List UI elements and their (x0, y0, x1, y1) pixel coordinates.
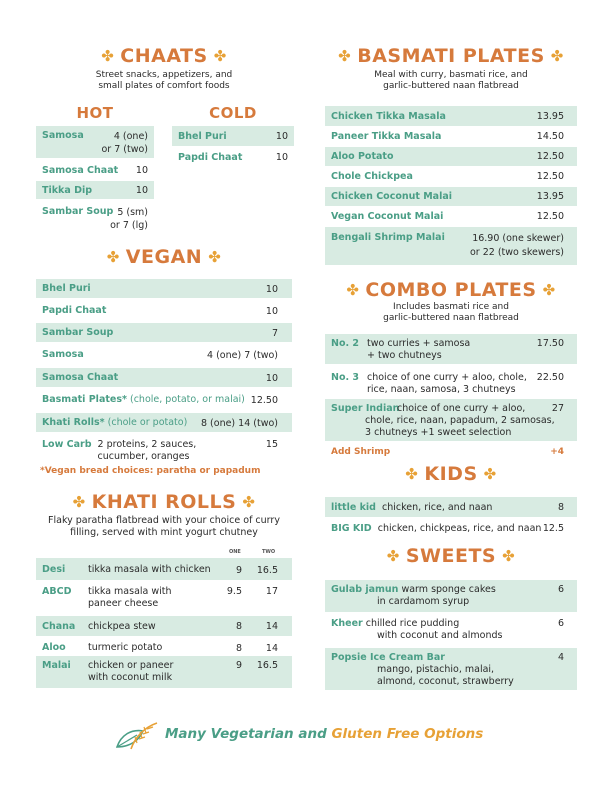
item-price: 4 (one) or 7 (two) (101, 131, 148, 155)
table-row[interactable]: Malai chicken or paneer with coconut milk (36, 656, 292, 688)
item-price-two: 14 (265, 621, 278, 632)
list-item[interactable]: Sambar Soup (42, 206, 114, 217)
ornament-icon: ✤ (550, 47, 564, 65)
hot-heading: HOT (76, 104, 114, 122)
ornament-icon: ✤ (208, 248, 222, 266)
list-item[interactable]: Tikka Dip (36, 181, 154, 199)
item-price: 15 (265, 439, 278, 450)
item-price: 10 (265, 306, 278, 317)
table-row[interactable]: Desi tikka masala with chicken (36, 558, 292, 580)
item-price: 16.90 (one skewer) or 22 (two skewers) (469, 233, 564, 258)
ornament-icon: ✤ (106, 248, 120, 266)
item-price: 7 (271, 328, 278, 339)
list-item[interactable]: Aloo Potato (325, 147, 577, 166)
leaf-icon (113, 717, 161, 753)
khati-subtitle: Flaky paratha flatbread with your choice of curry filling, served with mint yogurt chutney (48, 515, 280, 538)
chaats-subtitle: Street snacks, appetizers, and small plates of comfort foods (95, 70, 233, 91)
add-shrimp-price: +4 (550, 447, 564, 457)
list-item[interactable]: Chicken Coconut Malai (325, 187, 577, 206)
ornament-icon: ✤ (542, 281, 556, 299)
item-price: 17.50 (536, 338, 564, 349)
item-price: 13.95 (536, 111, 564, 122)
item-price: 10 (135, 165, 148, 176)
item-price: 12.5 (542, 523, 564, 534)
item-price: 6 (557, 618, 564, 629)
ornament-icon: ✤ (386, 547, 400, 565)
item-price-one: 8 (235, 643, 242, 654)
item-price-one: 9 (235, 660, 242, 671)
combo-subtitle: Includes basmati rice and garlic-buttered naan flatbread (383, 302, 519, 323)
list-item[interactable]: Samosa (36, 126, 154, 158)
list-item[interactable]: Basmati Plates* (chole, potato, or malai) (42, 394, 245, 405)
item-price: 4 (557, 652, 564, 663)
cold-heading: COLD (209, 104, 257, 122)
col-label-one: ONE (229, 549, 241, 555)
ornament-icon: ✤ (72, 493, 86, 511)
list-item[interactable]: Bhel Puri (36, 279, 292, 298)
list-item[interactable]: Sambar Soup (36, 323, 292, 342)
footer-tagline: Many Vegetarian and Gluten Free Options (165, 726, 484, 742)
list-item[interactable]: Low Carb 2 proteins, 2 sauces, cucumber, oranges (42, 439, 197, 462)
item-price: 10 (275, 152, 288, 163)
item-price: 12.50 (536, 171, 564, 182)
col-label-two: TWO (262, 549, 276, 555)
ornament-icon: ✤ (242, 493, 256, 511)
list-item[interactable]: BIG KID chicken, chickpeas, rice, and naan (331, 523, 542, 534)
combo-title: ✤ COMBO PLATES ✤ (346, 279, 556, 301)
item-price: 14.50 (536, 131, 564, 142)
item-price-two: 17 (265, 586, 278, 597)
item-price: 12.50 (250, 395, 278, 406)
list-item[interactable]: Kheer chilled rice pudding with coconut and almonds (331, 618, 503, 641)
item-price: 8 (one) 14 (two) (200, 418, 278, 429)
item-price: 12.50 (536, 151, 564, 162)
list-item[interactable]: Paneer Tikka Masala (331, 131, 442, 142)
item-price: 10 (135, 185, 148, 196)
list-item[interactable]: Super Indian choice of one curry + aloo, chole, rice, naan, papadum, 2 samosas, 3 chutneys +1 sweet selection (325, 399, 577, 441)
vegan-note: *Vegan bread choices: paratha or papadum (40, 466, 261, 476)
ornament-icon: ✤ (346, 281, 360, 299)
item-price-two: 14 (265, 643, 278, 654)
chaats-title: ✤ CHAATS ✤ (101, 45, 227, 67)
item-price: 6 (557, 584, 564, 595)
item-price: 10 (275, 131, 288, 142)
ornament-icon: ✤ (338, 47, 352, 65)
item-price: 4 (one) 7 (two) (207, 350, 278, 361)
item-price: 12.50 (536, 211, 564, 222)
kids-title: ✤ KIDS ✤ (405, 463, 497, 485)
list-item[interactable]: little kid chicken, rice, and naan (325, 497, 577, 517)
item-price-one: 9.5 (226, 586, 242, 597)
basmati-subtitle: Meal with curry, basmati rice, and garlic-buttered naan flatbread (374, 70, 528, 91)
list-item[interactable]: Samosa (42, 349, 84, 360)
list-item[interactable]: No. 2 two curries + samosa + two chutneys (325, 334, 577, 364)
add-shrimp-label: Add Shrimp (331, 447, 391, 457)
item-price: 10 (265, 284, 278, 295)
list-item[interactable]: Vegan Coconut Malai (331, 211, 444, 222)
basmati-title: ✤ BASMATI PLATES ✤ (338, 45, 564, 67)
list-item[interactable]: Samosa Chaat (42, 164, 119, 176)
list-item[interactable]: Bengali Shrimp Malai (325, 227, 577, 265)
item-price: 8 (557, 502, 564, 513)
table-row[interactable]: Aloo turmeric potato (42, 642, 163, 653)
item-price-two: 16.5 (256, 660, 278, 671)
vegan-title: ✤ VEGAN ✤ (106, 246, 222, 268)
ornament-icon: ✤ (405, 465, 419, 483)
ornament-icon: ✤ (502, 547, 516, 565)
item-price-two: 16.5 (256, 565, 278, 576)
item-price-one: 8 (235, 621, 242, 632)
item-price: 10 (265, 373, 278, 384)
ornament-icon: ✤ (483, 465, 497, 483)
list-item[interactable]: No. 3 choice of one curry + aloo, chole, rice, naan, samosa, 3 chutneys (331, 372, 527, 395)
list-item[interactable]: Papdi Chaat (42, 305, 107, 316)
item-price: 5 (sm) or 7 (lg) (110, 207, 148, 231)
list-item[interactable]: Bhel Puri (172, 126, 294, 146)
item-price-one: 9 (235, 565, 242, 576)
list-item[interactable]: Papdi Chaat (178, 151, 243, 163)
list-item[interactable]: Gulab jamun warm sponge cakes in cardamom syrup (325, 580, 577, 612)
list-item[interactable]: Chole Chickpea (331, 171, 413, 182)
list-item[interactable]: Chicken Tikka Masala (325, 106, 577, 126)
table-row[interactable]: Chana chickpea stew (36, 616, 292, 636)
item-price: 22.50 (536, 372, 564, 383)
sweets-title: ✤ SWEETS ✤ (386, 545, 516, 567)
table-row[interactable]: ABCD tikka masala with paneer cheese (42, 586, 172, 609)
item-price: 13.95 (536, 191, 564, 202)
list-item[interactable]: Samosa Chaat (36, 368, 292, 387)
item-price: 27 (551, 403, 564, 414)
list-item[interactable]: Khati Rolls* (chole or potato) (36, 413, 292, 432)
ornament-icon: ✤ (213, 47, 227, 65)
khati-title: ✤ KHATI ROLLS ✤ (72, 491, 256, 513)
list-item[interactable]: Popsie Ice Cream Bar mango, pistachio, malai, almond, coconut, strawberry (325, 648, 577, 690)
ornament-icon: ✤ (101, 47, 115, 65)
